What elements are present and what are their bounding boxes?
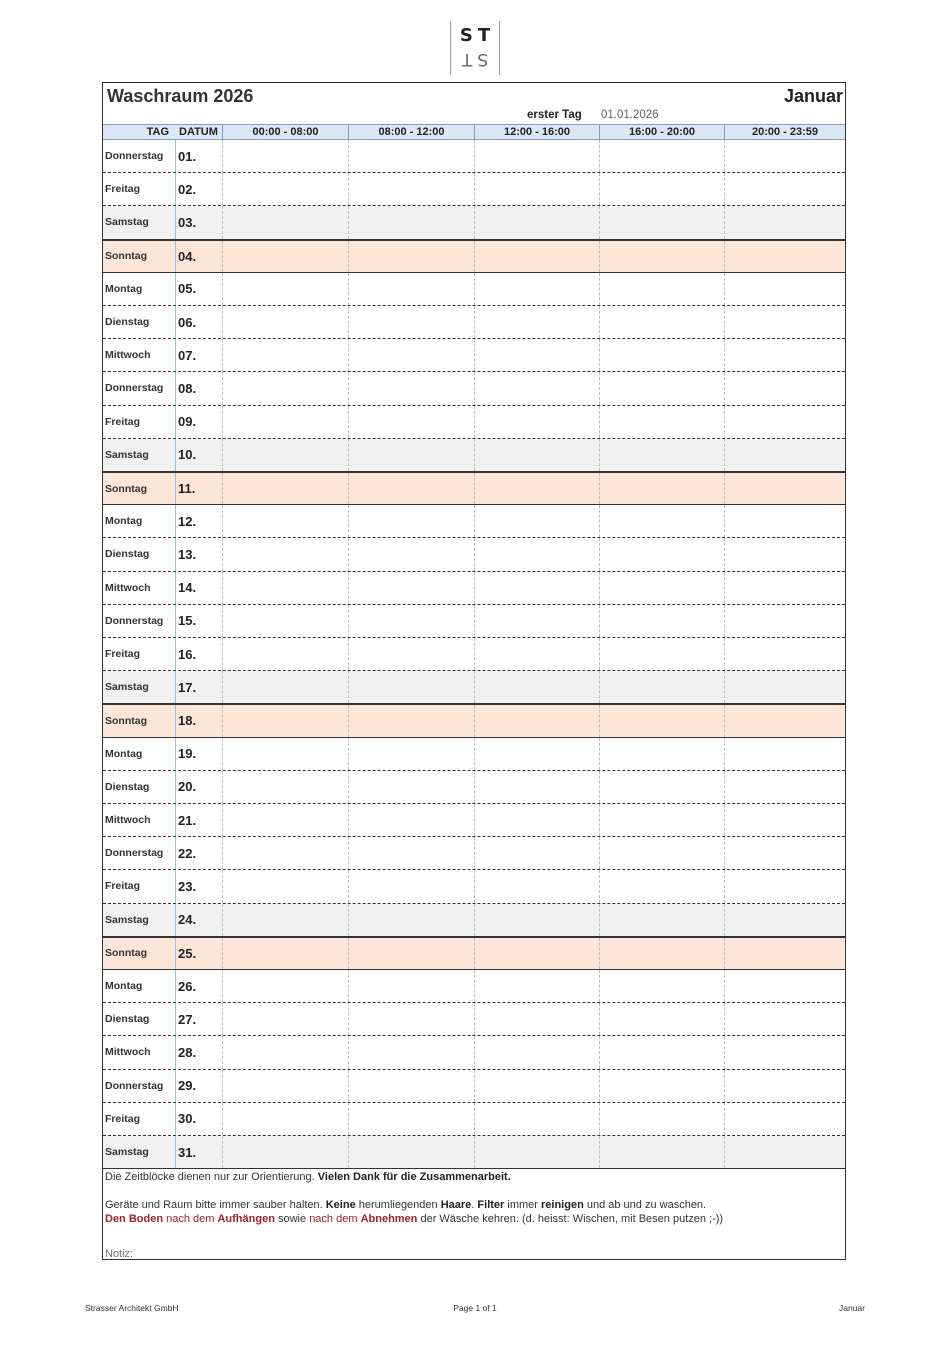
time-slot-cell[interactable] [724,505,845,537]
time-slot-cell[interactable] [348,904,474,936]
footer-company: Strasser Architekt GmbH [85,1303,179,1313]
time-slot-cell[interactable] [222,473,348,504]
note-segment: der Wäsche kehren. (d. heisst: Wischen, mit Besen putzen ;-)) [417,1213,724,1225]
time-slot-cell[interactable] [724,439,845,471]
time-slot-cell[interactable] [222,1003,348,1035]
table-row [103,1036,845,1069]
table-row [103,572,845,605]
day-name: Dienstag [105,1013,150,1026]
time-slot-cell[interactable] [724,705,845,736]
time-slot-cell[interactable] [724,970,845,1002]
time-slot-cell[interactable] [348,241,474,272]
note-segment: . [471,1199,478,1211]
day-date: 12. [178,513,197,529]
day-date: 10. [178,447,197,463]
day-name: Donnerstag [105,150,164,163]
time-slot-cell[interactable] [724,870,845,902]
time-slot-cell[interactable] [599,473,724,504]
time-slot-cell[interactable] [724,804,845,836]
time-slot-cell[interactable] [599,273,724,305]
day-name: Mittwoch [105,581,151,594]
day-name: Samstag [105,216,149,229]
day-name: Freitag [105,1112,141,1125]
note-segment: sowie [274,1213,310,1225]
note-floor [105,1213,723,1225]
time-slot-cell[interactable] [348,140,474,172]
time-slot-cell[interactable] [474,339,599,371]
note-segment: Filter [477,1199,505,1211]
footer-page-number: Page 1 of 1 [453,1303,497,1313]
note-segment: Keine [325,1199,356,1211]
time-slot-cell[interactable] [348,572,474,604]
day-date: 22. [178,845,197,861]
table-row [103,505,845,538]
time-slot-cell[interactable] [348,938,474,969]
table-row [103,1003,845,1036]
table-row [103,870,845,903]
time-slot-cell[interactable] [599,738,724,770]
day-date: 30. [178,1111,197,1127]
time-slot-cell[interactable] [222,970,348,1002]
time-slot-cell[interactable] [222,505,348,537]
time-slot-cell[interactable] [222,273,348,305]
time-slot-cell[interactable] [724,1103,845,1135]
time-slot-cell[interactable] [724,638,845,670]
note-orientation-text: Die Zeitblöcke dienen nur zur Orientierung. [105,1171,318,1183]
day-name: Mittwoch [105,349,151,362]
time-slot-cell[interactable] [724,372,845,404]
time-slot-cell[interactable] [474,173,599,205]
time-slot-cell[interactable] [474,738,599,770]
note-segment: immer [504,1199,541,1211]
time-slot-cell[interactable] [474,473,599,504]
time-slot-cell[interactable] [348,671,474,703]
time-slot-cell[interactable] [474,970,599,1002]
day-date: 31. [178,1144,197,1160]
time-slot-cell[interactable] [599,372,724,404]
time-slot-cell[interactable] [724,206,845,238]
time-slot-cell[interactable] [348,1036,474,1068]
time-slot-cell[interactable] [599,837,724,869]
time-slot-cell[interactable] [724,306,845,338]
time-slot-cell[interactable] [474,837,599,869]
time-slot-cell[interactable] [724,572,845,604]
time-slot-cell[interactable] [222,605,348,637]
time-slot-cell[interactable] [222,241,348,272]
day-date: 03. [178,214,197,230]
time-slot-cell[interactable] [222,140,348,172]
time-slot-cell[interactable] [348,538,474,570]
table-row [103,173,845,206]
time-slot-cell[interactable] [348,306,474,338]
time-slot-cell[interactable] [599,1103,724,1135]
time-slot-cell[interactable] [474,572,599,604]
time-slot-cell[interactable] [222,870,348,902]
first-day-label: erster Tag [527,109,582,121]
day-date: 13. [178,546,197,562]
time-slot-cell[interactable] [348,406,474,438]
day-name: Freitag [105,183,141,196]
day-name: Samstag [105,681,149,694]
day-date: 20. [178,779,197,795]
time-slot-cell[interactable] [599,870,724,902]
time-slot-cell[interactable] [348,1103,474,1135]
time-slot-cell[interactable] [724,738,845,770]
time-slot-cell[interactable] [348,970,474,1002]
day-date: 26. [178,978,197,994]
day-name: Freitag [105,648,141,661]
time-slot-cell[interactable] [599,671,724,703]
day-date: 19. [178,746,197,762]
day-name: Sonntag [105,947,147,960]
time-slot-cell[interactable] [724,140,845,172]
time-slot-cell[interactable] [724,771,845,803]
time-slot-cell[interactable] [222,306,348,338]
time-slot-cell[interactable] [474,1103,599,1135]
time-slot-cell[interactable] [348,439,474,471]
day-name: Freitag [105,415,141,428]
time-slot-cell[interactable] [222,837,348,869]
table-row [103,605,845,638]
time-slot-cell[interactable] [724,1136,845,1168]
day-name: Sonntag [105,714,147,727]
note-segment: Abnehmen [360,1213,418,1225]
table-row [103,339,845,372]
time-slot-cell[interactable] [348,473,474,504]
note-segment: Haare [440,1199,472,1211]
time-slot-cell[interactable] [348,372,474,404]
time-slot-cell[interactable] [599,339,724,371]
time-slot-cell[interactable] [599,206,724,238]
month-label: Januar [783,86,843,106]
sheet-title: Waschraum 2026 [107,86,254,106]
time-slot-cell[interactable] [724,1070,845,1102]
day-name: Montag [105,980,143,993]
time-slot-cell[interactable] [474,306,599,338]
notes-section [103,1168,845,1260]
day-name: Montag [105,747,143,760]
header-slot-4: 16:00 - 20:00 [599,125,724,139]
note-segment: Aufhängen [217,1213,275,1225]
day-name: Montag [105,515,143,528]
table-row [103,140,845,173]
day-date: 05. [178,281,197,297]
time-slot-cell[interactable] [599,904,724,936]
header-slot-1: 00:00 - 08:00 [222,125,348,139]
time-slot-cell[interactable] [222,1070,348,1102]
time-slot-cell[interactable] [599,173,724,205]
time-slot-cell[interactable] [724,938,845,969]
table-row [103,937,845,970]
time-slot-cell[interactable] [348,738,474,770]
day-date: 09. [178,414,197,430]
time-slot-cell[interactable] [599,638,724,670]
time-slot-cell[interactable] [222,904,348,936]
time-slot-cell[interactable] [599,306,724,338]
table-row [103,206,845,239]
table-row [103,704,845,737]
laundry-schedule-sheet [102,82,846,1260]
time-slot-cell[interactable] [222,671,348,703]
time-slot-cell[interactable] [599,771,724,803]
time-slot-cell[interactable] [348,705,474,736]
time-slot-cell[interactable] [474,406,599,438]
note-thanks: Vielen Dank für die Zusammenarbeit. [317,1171,511,1183]
day-name: Samstag [105,913,149,926]
first-day-value: 01.01.2026 [601,109,659,121]
time-slot-cell[interactable] [222,1103,348,1135]
time-slot-cell[interactable] [599,140,724,172]
time-slot-cell[interactable] [222,938,348,969]
header-slot-3: 12:00 - 16:00 [474,125,599,139]
table-row [103,273,845,306]
time-slot-cell[interactable] [474,1136,599,1168]
table-row [103,372,845,405]
time-slot-cell[interactable] [599,970,724,1002]
time-slot-cell[interactable] [222,173,348,205]
time-slot-cell[interactable] [474,273,599,305]
day-date: 01. [178,148,197,164]
day-name: Donnerstag [105,614,164,627]
time-slot-cell[interactable] [599,1070,724,1102]
table-row [103,472,845,505]
time-slot-cell[interactable] [474,1070,599,1102]
day-name: Donnerstag [105,382,164,395]
time-slot-cell[interactable] [474,638,599,670]
table-header [103,124,845,140]
company-logo [450,21,500,75]
time-slot-cell[interactable] [222,738,348,770]
time-slot-cell[interactable] [348,505,474,537]
day-name: Mittwoch [105,814,151,827]
time-slot-cell[interactable] [724,1003,845,1035]
time-slot-cell[interactable] [724,837,845,869]
note-segment: nach dem [163,1213,218,1225]
time-slot-cell[interactable] [599,605,724,637]
table-row [103,771,845,804]
header-tag: TAG [146,126,169,138]
day-date: 16. [178,646,197,662]
time-slot-cell[interactable] [348,1136,474,1168]
table-row [103,439,845,472]
time-slot-cell[interactable] [724,173,845,205]
time-slot-cell[interactable] [724,538,845,570]
logo-text-mirrored: ST [456,49,489,69]
table-row [103,970,845,1003]
day-date: 02. [178,181,197,197]
time-slot-cell[interactable] [474,206,599,238]
time-slot-cell[interactable] [599,1003,724,1035]
time-slot-cell[interactable] [724,904,845,936]
time-slot-cell[interactable] [599,1036,724,1068]
table-row [103,1103,845,1136]
time-slot-cell[interactable] [599,938,724,969]
time-slot-cell[interactable] [474,804,599,836]
header-slot-2: 08:00 - 12:00 [348,125,474,139]
time-slot-cell[interactable] [222,339,348,371]
table-row [103,671,845,704]
time-slot-cell[interactable] [222,372,348,404]
day-date: 15. [178,613,197,629]
table-row [103,1136,845,1169]
day-date: 28. [178,1044,197,1060]
day-date: 23. [178,878,197,894]
table-row [103,738,845,771]
time-slot-cell[interactable] [222,705,348,736]
table-row [103,904,845,937]
time-slot-cell[interactable] [474,241,599,272]
day-date: 14. [178,580,197,596]
day-name: Montag [105,282,143,295]
time-slot-cell[interactable] [222,206,348,238]
day-date: 29. [178,1078,197,1094]
table-row [103,306,845,339]
time-slot-cell[interactable] [474,140,599,172]
table-row [103,538,845,571]
day-date: 06. [178,314,197,330]
time-slot-cell[interactable] [348,804,474,836]
day-name: Mittwoch [105,1046,151,1059]
time-slot-cell[interactable] [474,938,599,969]
time-slot-cell[interactable] [222,771,348,803]
day-date: 17. [178,679,197,695]
day-date: 24. [178,912,197,928]
note-orientation [105,1171,511,1183]
time-slot-cell[interactable] [724,241,845,272]
day-date: 18. [178,713,197,729]
day-name: Dienstag [105,316,150,329]
time-slot-cell[interactable] [474,1036,599,1068]
time-slot-cell[interactable] [222,406,348,438]
time-slot-cell[interactable] [724,473,845,504]
time-slot-cell[interactable] [474,605,599,637]
time-slot-cell[interactable] [724,605,845,637]
time-slot-cell[interactable] [474,538,599,570]
time-slot-cell[interactable] [599,241,724,272]
time-slot-cell[interactable] [222,638,348,670]
time-slot-cell[interactable] [348,173,474,205]
time-slot-cell[interactable] [222,439,348,471]
note-segment: nach dem [309,1213,358,1225]
time-slot-cell[interactable] [348,1003,474,1035]
time-slot-cell[interactable] [348,771,474,803]
time-slot-cell[interactable] [348,837,474,869]
time-slot-cell[interactable] [348,870,474,902]
time-slot-cell[interactable] [474,705,599,736]
table-row [103,1070,845,1103]
time-slot-cell[interactable] [474,870,599,902]
header-datum: DATUM [179,126,218,138]
time-slot-cell[interactable] [474,372,599,404]
time-slot-cell[interactable] [599,572,724,604]
note-segment: Geräte und Raum bitte immer sauber halten. [105,1199,326,1211]
time-slot-cell[interactable] [474,439,599,471]
day-date: 04. [178,248,197,264]
time-slot-cell[interactable] [222,804,348,836]
time-slot-cell[interactable] [724,273,845,305]
time-slot-cell[interactable] [474,904,599,936]
day-date: 08. [178,380,197,396]
time-slot-cell[interactable] [474,1003,599,1035]
note-field-label[interactable]: Notiz: [105,1248,134,1260]
day-name: Donnerstag [105,847,164,860]
header-slot-5: 20:00 - 23:59 [724,125,845,139]
table-row [103,804,845,837]
day-date: 25. [178,945,197,961]
day-date: 21. [178,812,197,828]
table-row [103,638,845,671]
time-slot-cell[interactable] [222,1136,348,1168]
day-name: Sonntag [105,250,147,263]
time-slot-cell[interactable] [599,804,724,836]
time-slot-cell[interactable] [599,1136,724,1168]
time-slot-cell[interactable] [724,671,845,703]
day-name: Sonntag [105,482,147,495]
time-slot-cell[interactable] [724,339,845,371]
day-date: 07. [178,347,197,363]
day-name: Dienstag [105,780,150,793]
time-slot-cell[interactable] [599,705,724,736]
note-cleanliness [105,1199,706,1211]
time-slot-cell[interactable] [474,671,599,703]
time-slot-cell[interactable] [599,538,724,570]
day-date: 27. [178,1011,197,1027]
time-slot-cell[interactable] [348,605,474,637]
time-slot-cell[interactable] [348,638,474,670]
time-slot-cell[interactable] [474,505,599,537]
note-segment: reinigen [541,1199,584,1211]
time-slot-cell[interactable] [222,572,348,604]
time-slot-cell[interactable] [474,771,599,803]
time-slot-cell[interactable] [348,339,474,371]
time-slot-cell[interactable] [222,1036,348,1068]
day-name: Donnerstag [105,1079,164,1092]
table-row [103,837,845,870]
day-name: Freitag [105,880,141,893]
time-slot-cell[interactable] [724,1036,845,1068]
time-slot-cell[interactable] [348,206,474,238]
table-row [103,406,845,439]
time-slot-cell[interactable] [222,538,348,570]
time-slot-cell[interactable] [348,273,474,305]
day-name: Samstag [105,1146,149,1159]
day-name: Samstag [105,448,149,461]
note-segment: herumliegenden [355,1199,441,1211]
note-segment: Den Boden [105,1213,164,1225]
logo-text-top: ST [459,25,496,46]
footer-month: Januar [839,1303,865,1313]
time-slot-cell[interactable] [599,439,724,471]
time-slot-cell[interactable] [348,1070,474,1102]
table-row [103,240,845,273]
time-slot-cell[interactable] [599,505,724,537]
day-date: 11. [178,481,196,497]
time-slot-cell[interactable] [599,406,724,438]
time-slot-cell[interactable] [724,406,845,438]
day-name: Dienstag [105,548,150,561]
note-segment: und ab und zu waschen. [583,1199,707,1211]
